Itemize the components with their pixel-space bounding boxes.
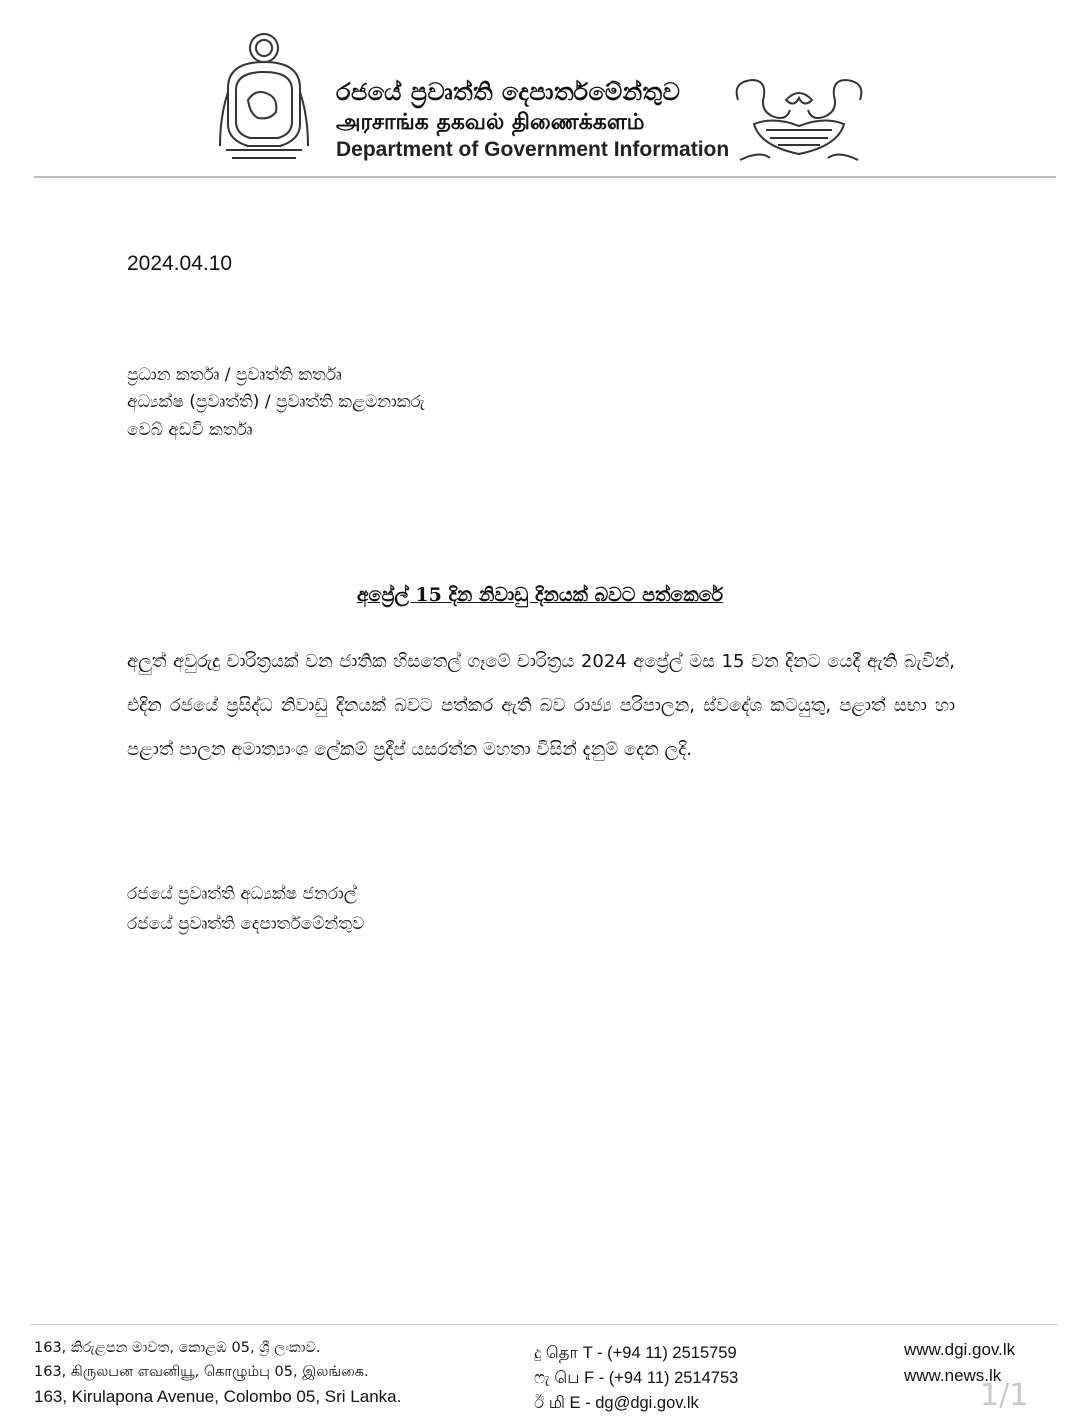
signature-department: රජයේ ප්‍රවෘත්ති දෙපාර්තමේන්තුව (127, 914, 365, 934)
footer-fax: ෆැ பெ F - (+94 11) 2514753 (534, 1369, 739, 1387)
recipient-line: අධ්‍යක්ෂ (ප්‍රවෘත්ති) / ප්‍රවෘත්ති කළමනාකරු (127, 392, 425, 412)
footer-address-sinhala: 163, කිරුළපන මාවත, කොළඹ 05, ශ්‍රී ලංකාව. (34, 1340, 321, 1356)
letter-body: අලුත් අවුරුදු චාරිත්‍රයක් වන ජාතික හිසතෙල් ගෑමේ චාරිත්‍රය 2024 අප්‍රේල් මස 15 වන දිනට යෙදී ඇති බැවින්, එදින රජයේ ප්‍රසිද්ධ නිවාඩු දිනයක් බවට පත්කර ඇති බව රාජ්‍ය පරිපාලන, ස්වදේශ කටයුතු, පළාත් සභා හා පළාත් පාලන අමාත්‍යාංශ ලේකම් ප්‍රදීප් යසරත්න මහතා විසින් දැනුම් දෙන ලදි. (127, 651, 955, 760)
recipient-line: වෙබ් අඩවි කර්තෘ (127, 420, 253, 440)
org-name-sinhala: රජයේ ප්‍රවෘත්ති දෙපාර්තමේන්තුව (336, 78, 681, 106)
footer-email[interactable]: ඊ மி E - dg@dgi.gov.lk (534, 1394, 699, 1412)
recipient-line: ප්‍රධාන කර්තෘ / ප්‍රවෘත්ති කර්තෘ (127, 365, 342, 385)
hamsa-ornament-icon (730, 70, 868, 166)
letter-subject: අප්‍රේල් 15 දින නිවාඩු දිනයක් බවට පත්කෙරේ (356, 584, 724, 606)
org-name-tamil: அரசாங்க தகவல் திணைக்களம் (336, 110, 645, 135)
footer-divider (30, 1324, 1058, 1325)
footer-website-dgi[interactable]: www.dgi.gov.lk (904, 1340, 1016, 1359)
sri-lanka-emblem-icon (218, 28, 310, 162)
footer-address-tamil: 163, கிருலபன எவனியூ, கொழும்பு 05, இலங்கை. (34, 1364, 369, 1380)
page-counter: 1/1 (980, 1378, 1029, 1413)
org-name-english: Department of Government Information (336, 138, 730, 161)
footer-phone: දු தொ T - (+94 11) 2515759 (534, 1344, 737, 1362)
footer-address-english: 163, Kirulapona Avenue, Colombo 05, Sri Lanka. (34, 1387, 402, 1406)
letter-date: 2024.04.10 (127, 252, 233, 275)
footer-website-news[interactable]: www.news.lk (904, 1366, 1002, 1385)
signature-title: රජයේ ප්‍රවෘත්ති අධ්‍යක්ෂ ජනරාල් (127, 884, 357, 904)
header-divider (34, 176, 1056, 178)
